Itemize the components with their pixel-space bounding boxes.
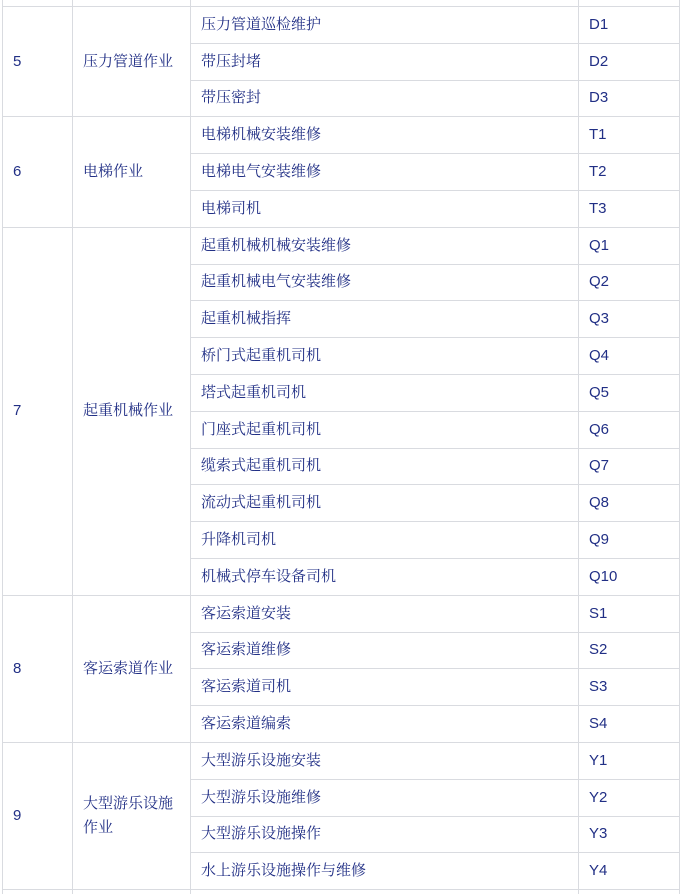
item-name-cell: 客运索道编索 xyxy=(191,706,579,743)
item-code-cell: Y3 xyxy=(579,816,680,853)
item-code-cell-empty xyxy=(579,890,680,894)
table-row-partial-bottom xyxy=(3,890,680,894)
item-name-cell: 客运索道维修 xyxy=(191,632,579,669)
item-name-cell: 带压封堵 xyxy=(191,43,579,80)
item-code-cell: Q2 xyxy=(579,264,680,301)
item-name-cell: 大型游乐设施维修 xyxy=(191,779,579,816)
item-name-cell: 电梯电气安装维修 xyxy=(191,154,579,191)
table-row xyxy=(3,742,680,779)
item-code-cell: Q4 xyxy=(579,338,680,375)
item-name-cell: 电梯机械安装维修 xyxy=(191,117,579,154)
item-name-cell: 压力管道巡检维护 xyxy=(191,7,579,44)
item-name-cell: 门座式起重机司机 xyxy=(191,411,579,448)
item-code-cell: T2 xyxy=(579,154,680,191)
item-code-cell: D3 xyxy=(579,80,680,117)
item-name-cell: 升降机司机 xyxy=(191,522,579,559)
item-code-cell: T1 xyxy=(579,117,680,154)
item-name-cell: 客运索道安装 xyxy=(191,595,579,632)
item-name-cell: 大型游乐设施操作 xyxy=(191,816,579,853)
table-row xyxy=(3,595,680,632)
item-name-cell: 塔式起重机司机 xyxy=(191,374,579,411)
item-name-cell: 水上游乐设施操作与维修 xyxy=(191,853,579,890)
item-code-cell: Y4 xyxy=(579,853,680,890)
item-code-cell: Y2 xyxy=(579,779,680,816)
item-name-cell: 客运索道司机 xyxy=(191,669,579,706)
item-code-cell: Q9 xyxy=(579,522,680,559)
category-cell: 大型游乐设施作业 xyxy=(73,742,191,889)
item-name-cell: 桥门式起重机司机 xyxy=(191,338,579,375)
table-row xyxy=(3,227,680,264)
item-code-cell: Q6 xyxy=(579,411,680,448)
row-number-cell: 7 xyxy=(3,227,73,595)
item-code-cell: S3 xyxy=(579,669,680,706)
item-code-cell: Q1 xyxy=(579,227,680,264)
category-cell: 客运索道作业 xyxy=(73,595,191,742)
item-code-cell: S4 xyxy=(579,706,680,743)
row-number-cell: 9 xyxy=(3,742,73,889)
item-code-cell: T3 xyxy=(579,190,680,227)
category-cell: 起重机械作业 xyxy=(73,227,191,595)
category-cell-empty xyxy=(73,890,191,894)
row-number-cell: 5 xyxy=(3,7,73,117)
item-name-cell: 电梯司机 xyxy=(191,190,579,227)
item-code-cell: Q7 xyxy=(579,448,680,485)
row-number-cell: 8 xyxy=(3,595,73,742)
table-row xyxy=(3,7,680,44)
item-name-cell: 大型游乐设施安装 xyxy=(191,742,579,779)
item-code-cell: Q5 xyxy=(579,374,680,411)
category-cell: 压力管道作业 xyxy=(73,7,191,117)
item-code-cell: Q8 xyxy=(579,485,680,522)
row-number-cell-empty xyxy=(3,890,73,894)
item-name-cell: 机械式停车设备司机 xyxy=(191,558,579,595)
item-name-cell-empty xyxy=(191,890,579,894)
row-number-cell: 6 xyxy=(3,117,73,227)
item-code-cell: D1 xyxy=(579,7,680,44)
item-name-cell: 流动式起重机司机 xyxy=(191,485,579,522)
special-equipment-operations-table xyxy=(2,0,680,894)
table-row xyxy=(3,117,680,154)
item-name-cell: 起重机械电气安装维修 xyxy=(191,264,579,301)
item-code-cell: Y1 xyxy=(579,742,680,779)
item-code-cell: Q10 xyxy=(579,558,680,595)
item-name-cell: 带压密封 xyxy=(191,80,579,117)
item-name-cell: 起重机械机械安装维修 xyxy=(191,227,579,264)
item-name-cell: 起重机械指挥 xyxy=(191,301,579,338)
item-name-cell: 缆索式起重机司机 xyxy=(191,448,579,485)
item-code-cell: S1 xyxy=(579,595,680,632)
category-cell: 电梯作业 xyxy=(73,117,191,227)
item-code-cell: Q3 xyxy=(579,301,680,338)
item-code-cell: D2 xyxy=(579,43,680,80)
item-code-cell: S2 xyxy=(579,632,680,669)
